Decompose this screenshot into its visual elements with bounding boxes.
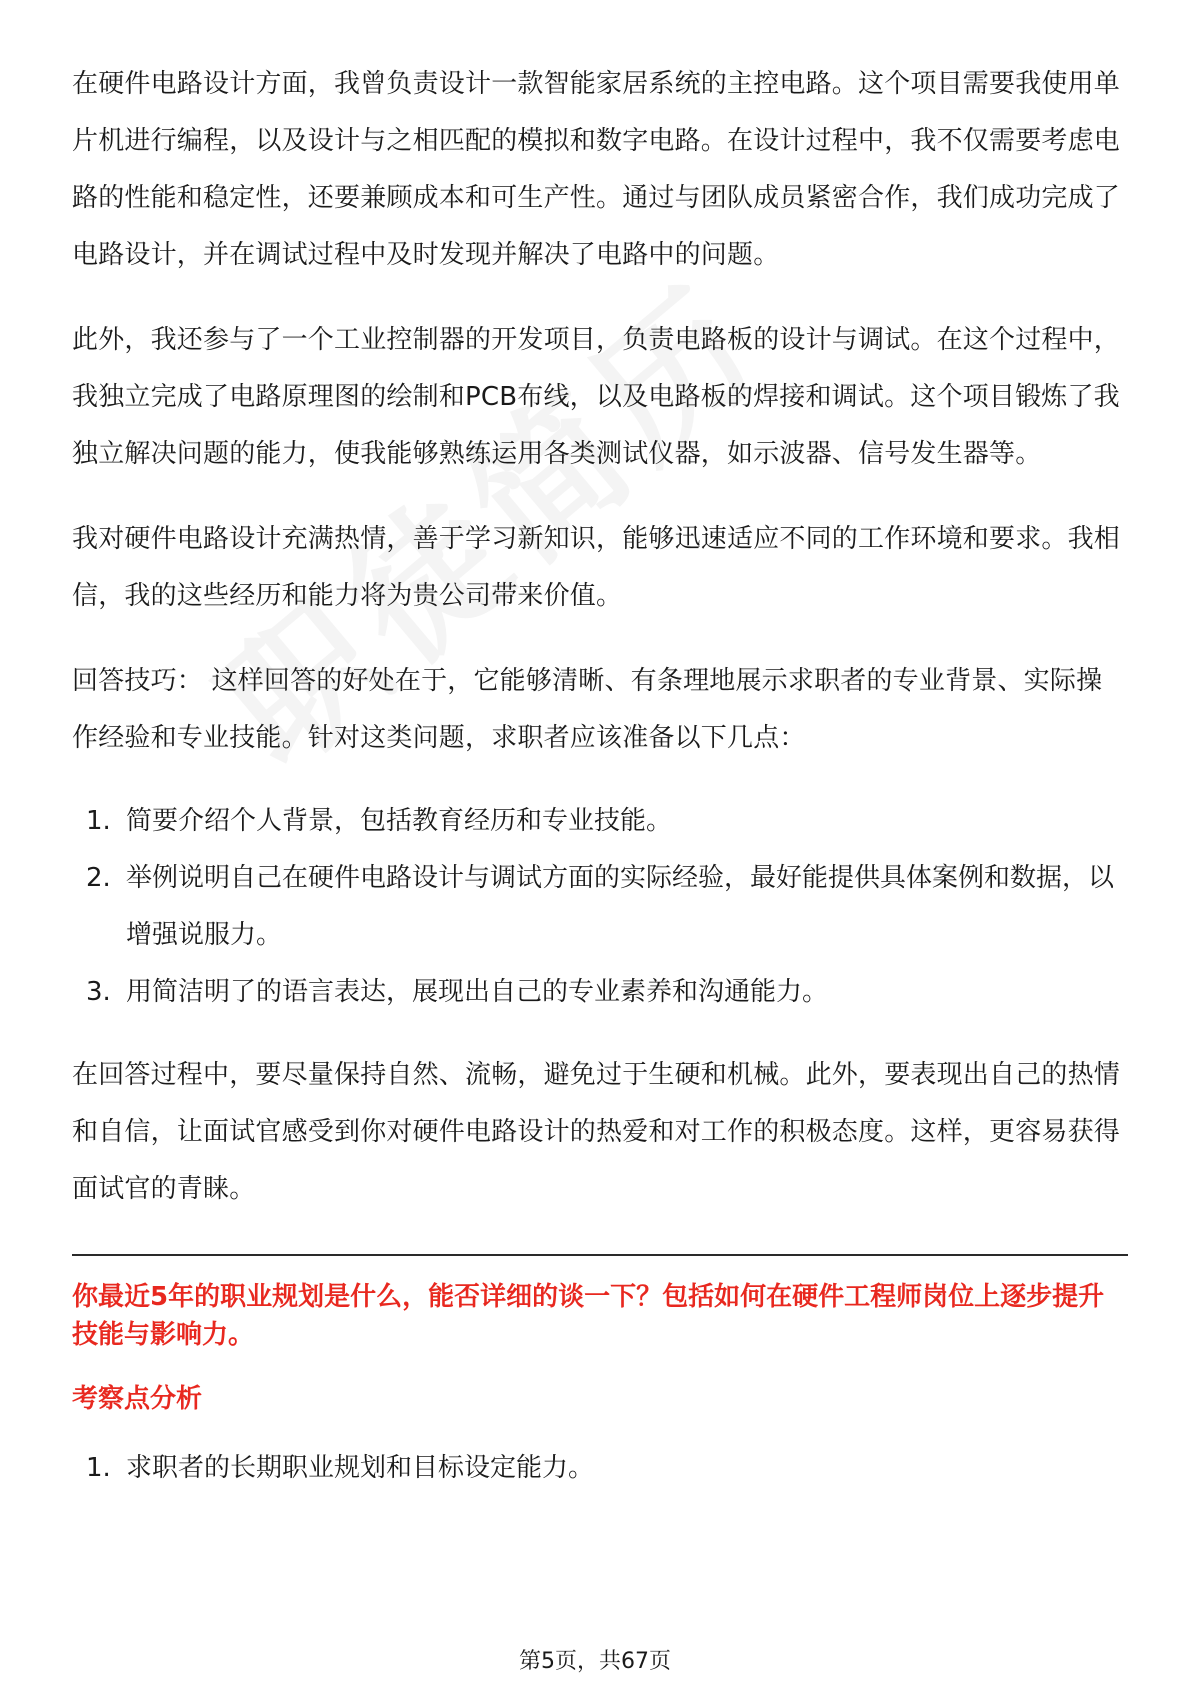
section-divider xyxy=(72,1254,1128,1256)
list-item-text: 用简洁明了的语言表达，展现出自己的专业素养和沟通能力。 xyxy=(126,977,829,1007)
list-number: 1. xyxy=(86,806,111,836)
document-page xyxy=(72,56,1128,1497)
list-number: 1. xyxy=(86,1453,111,1483)
list-item xyxy=(72,850,1128,964)
paragraph-answer-process: 在回答过程中，要尽量保持自然、流畅，避免过于生硬和机械。此外，要表现出自己的热情和自信，让面试官感受到你对硬件电路设计的热爱和对工作的积极态度。这样，更容易获得面试官的青睐。 xyxy=(72,1060,1121,1204)
list-number: 2. xyxy=(86,863,111,893)
list-item xyxy=(72,1440,1128,1497)
paragraph-circuit-design: 在硬件电路设计方面，我曾负责设计一款智能家居系统的主控电路。这个项目需要我使用单片机进行编程，以及设计与之相匹配的模拟和数字电路。在设计过程中，我不仅需要考虑电路的性能和稳定性，还要兼顾成本和可生产性。通过与团队成员紧密合作，我们成功完成了电路设计，并在调试过程中及时发现并解决了电路中的问题。 xyxy=(72,69,1121,270)
list-number: 3. xyxy=(86,977,111,1007)
list-item-text: 举例说明自己在硬件电路设计与调试方面的实际经验，最好能提供具体案例和数据，以增强说服力。 xyxy=(126,863,1115,950)
analysis-heading: 考察点分析 xyxy=(72,1384,203,1414)
list-item-text: 简要介绍个人背景，包括教育经历和专业技能。 xyxy=(126,806,673,836)
list-item xyxy=(72,964,1128,1021)
list-item xyxy=(72,793,1128,850)
list-item-text: 求职者的长期职业规划和目标设定能力。 xyxy=(126,1453,595,1483)
paragraph-industrial-controller: 此外，我还参与了一个工业控制器的开发项目，负责电路板的设计与调试。在这个过程中，我独立完成了电路原理图的绘制和PCB布线，以及电路板的焊接和调试。这个项目锻炼了我独立解决问题的能力，使我能够熟练运用各类测试仪器，如示波器、信号发生器等。 xyxy=(72,325,1121,469)
tips-list xyxy=(72,793,1128,1021)
question-heading: 你最近5年的职业规划是什么，能否详细的谈一下？包括如何在硬件工程师岗位上逐步提升技能与影响力。 xyxy=(72,1282,1105,1350)
paragraph-passion: 我对硬件电路设计充满热情，善于学习新知识，能够迅速适应不同的工作环境和要求。我相信，我的这些经历和能力将为贵公司带来价值。 xyxy=(72,524,1121,611)
page-footer: 第5页，共67页 xyxy=(519,1649,671,1674)
analysis-list xyxy=(72,1440,1128,1497)
paragraph-answer-tips: 回答技巧： 这样回答的好处在于，它能够清晰、有条理地展示求职者的专业背景、实际操作经验和专业技能。针对这类问题，求职者应该准备以下几点： xyxy=(72,666,1103,753)
